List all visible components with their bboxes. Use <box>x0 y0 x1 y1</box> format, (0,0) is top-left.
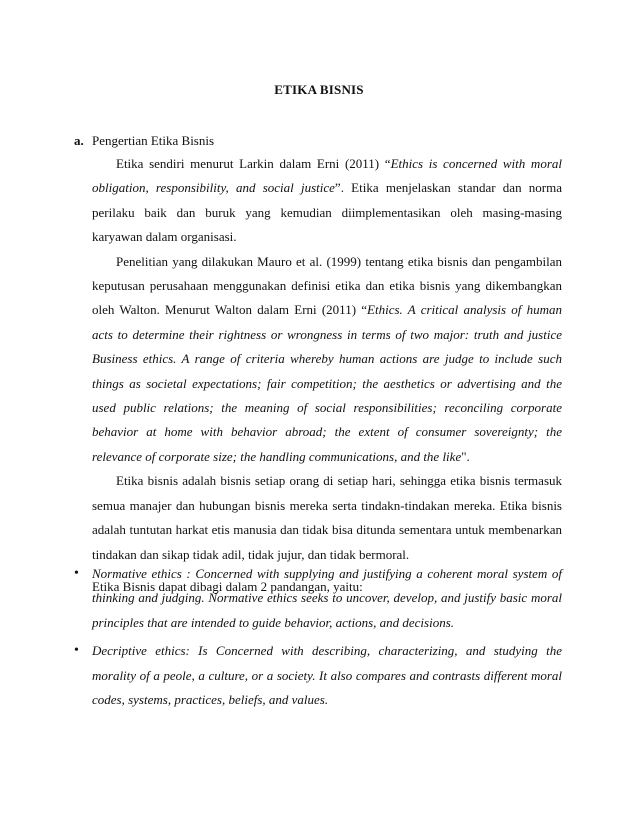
paragraph1-tail: ”. Etika menjelaskan standar dan norma perilaku baik dan buruk yang kemudian diimplementasikan oleh masing-masing karyawan dalam organisasi. <box>92 180 563 245</box>
bullet-icon: • <box>74 643 79 659</box>
paragraph-business-ethics: Etika bisnis adalah bisnis setiap orang di setiap hari, sehingga etika bisnis termasuk semua manajer dan hubungan bisnis mereka serta tindakn-tindakan mereka. Etika bisnis adalah tuntutan harkat etis manusia dan tidak bisa ditunda sementara untuk membenarkan tindakan dan sikap tidak adil, tidak jujur, dan tidak bermoral. <box>92 473 562 562</box>
list-item-normative-ethics <box>74 562 562 635</box>
section-letter: a. <box>74 133 84 148</box>
paragraph-larkin-definition <box>92 152 562 250</box>
bullet-icon: • <box>74 566 79 581</box>
section-heading <box>74 133 214 149</box>
ethics-views-list <box>74 562 562 716</box>
paragraph2-lead: Penelitian yang dilakukan Mauro et al. (1999) tentang etika bisnis dan pengambilan keputusan perusahaan menggunakan definisi etika dan etika bisnis yang dikembangkan oleh Walton. Menurut Walton dalam Erni (2011) “ <box>92 253 562 318</box>
paragraph2-quote: Ethics. A critical analysis of human acts to determine their rightness or wrongness in terms of two major: truth and justice Business ethics. A range of criteria whereby human actions are judge to include such things as societal expectations; fair competition; the aesthetics or advertising and the used public relations; the meaning of social responsibilities; reconciling corporate behavior at home with behavior abroad; the extent of consumer sovereignty; the relevance of corporate size; the handling communications, and the like <box>92 302 563 464</box>
list-item-descriptive-ethics <box>74 639 562 712</box>
bullet-text: Decriptive ethics: Is Concerned with describing, characterizing, and studying the morality of a peole, a culture, or a society. It also compares and contrasts different moral codes, systems, practices, beliefs, and values. <box>92 643 562 708</box>
paragraph1-lead: Etika sendiri menurut Larkin dalam Erni (2011) “ <box>116 156 391 171</box>
section-body <box>92 152 562 599</box>
paragraph-walton-definition <box>92 250 562 470</box>
paragraph2-tail: ". <box>461 448 470 464</box>
bullet-text: Normative ethics : Concerned with supplying and justifying a coherent moral system of thinking and judging. Normative ethics seeks to uncover, develop, and justify basic moral principles that are intended to guide behavior, actions, and decisions. <box>92 566 562 630</box>
paragraph1-quote: Ethics is concerned with moral obligation, responsibility, and social justice <box>92 156 562 196</box>
document-title: ETIKA BISNIS <box>274 82 364 97</box>
paragraph-two-views: Etika Bisnis dapat dibagi dalam 2 pandangan, yaitu: <box>92 578 363 594</box>
section-heading-text: Pengertian Etika Bisnis <box>92 133 215 148</box>
